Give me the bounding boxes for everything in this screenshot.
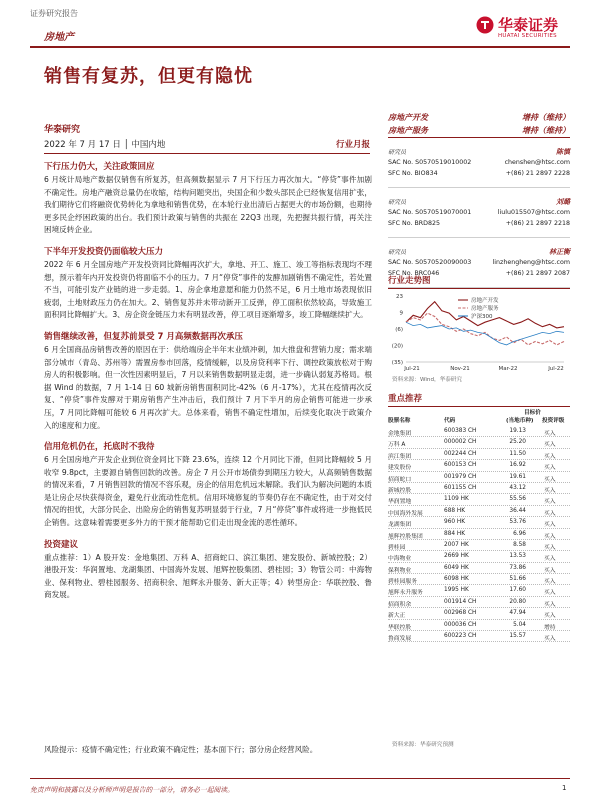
stock-code: 884 HK <box>444 530 466 537</box>
rec-row <box>388 563 570 574</box>
section-text: 2022 年 6 月全国房地产开发投资同比降幅再次扩大，拿地、开工、施工、竣工等指标表现均不理想，预示着年内开发投资仍将面临不小的压力。7 月“停贷”事件的发酵加剧销售不确定性，若处置不当，可能引发产业链的进一步走弱。1、房企拿地意愿和能力仍然不足，6 月土地市场表现依旧疲弱，土地财政压力仍在加大。2、销售复苏并未带动新开工反弹，停工面积依然较高，导致施工面积同比降幅扩大。3、房企资金链压力未有明显改善，停工项目逐渐增多，竣工降幅继续扩大。 <box>44 259 372 320</box>
section-text: 重点推荐：1）A 股开发：金地集团、万科 A、招商蛇口、滨江集团、建发股份、新城控股；2）港股开发：华润置地、龙湖集团、中国海外发展、旭辉控股集团、碧桂园；3）物管公司：中海物业、保利物业、碧桂园服务、招商积余、旭辉永升服务、新大正等；4）转型房企：华联控股、鲁商发展。 <box>44 552 372 600</box>
analyst-email[interactable]: linzhengheng@htsc.com <box>492 259 570 266</box>
analyst-sac: SAC No. S0570520090003 <box>388 259 472 266</box>
investment-rating: 买入 <box>544 487 556 494</box>
analyst-role: 研究员 <box>388 199 407 206</box>
stock-name: 滨江集团 <box>388 453 412 460</box>
investment-rating: 买入 <box>544 499 556 506</box>
rating-row-dev <box>388 112 570 125</box>
rec-source: 资料来源：华泰研究预测 <box>392 742 454 748</box>
stock-code: 601155 CH <box>444 484 477 491</box>
chart-source: 资料来源：Wind，华泰研究 <box>392 377 462 383</box>
recommendation-table <box>388 426 570 642</box>
analyst-role: 研究员 <box>388 149 407 156</box>
rating-value: 增持（维持） <box>522 113 570 122</box>
header-currency: (当地币种) <box>506 418 534 424</box>
rec-row <box>388 506 570 517</box>
analyst-sfc: SFC No. BRC046 <box>388 270 440 277</box>
investment-rating: 买入 <box>544 567 556 574</box>
section-credit <box>44 440 372 530</box>
target-price: 13.53 <box>509 553 526 560</box>
stock-name: 碧桂园 <box>388 544 406 551</box>
footer-rule <box>30 778 570 779</box>
investment-rating: 买入 <box>544 431 556 437</box>
rec-row <box>388 426 570 437</box>
stock-name: 金地集团 <box>388 431 412 437</box>
rec-row <box>388 494 570 505</box>
stock-code: 000002 CH <box>444 439 477 446</box>
stock-code: 600383 CH <box>444 428 477 434</box>
analyst-email[interactable]: liulu015507@htsc.com <box>497 209 570 216</box>
investment-rating: 买入 <box>544 442 556 449</box>
top-band <box>0 0 600 8</box>
section-text: 6 月全国商品房销售改善的原因在于：供给端房企半年末业绩冲刺，加大推盘和营销力度；需求端部分城市（青岛、苏州等）需置房参市回落，疫情缓解，以及房贷利率下行、调控政策放松对于购房人的积极影响。但一次性因素明显后，7 月以来销售数据明显走弱，进一步确认弱复苏格局。根据 Wind 的数据，7 月 1-14 日 60 城新房销售面积同比-42%（6 月-17%），尤其在疫情再次反复、“停贷”事件发酵对于期房销售产生冲击后，我们预计 7 月下半月的房企销售可能进一步承压，7 月同比降幅可能较 6 月再次扩大。总体来看，销售不确定性增加，后续变化取决于政策介入的速度和力度。 <box>44 344 372 430</box>
analyst-card <box>388 144 570 188</box>
report-kind: 行业月报 <box>335 140 370 150</box>
footer-disclaimer: 免责声明和披露以及分析师声明是报告的一部分，请务必一起阅读。 <box>30 786 234 794</box>
section-policy <box>44 160 372 237</box>
section-title: 下半年开发投资仍面临较大压力 <box>44 246 164 257</box>
analyst-sfc: SFC No. BIO834 <box>388 170 438 177</box>
analyst-name: 陈慎 <box>556 148 570 156</box>
analyst-email[interactable]: chenshen@htsc.com <box>504 159 570 166</box>
investment-rating: 买入 <box>544 556 556 563</box>
header-target-price: 目标价 <box>524 410 541 416</box>
section-title: 信用危机仍在，托底时不我待 <box>44 442 155 453</box>
stock-name: 华联控股 <box>388 624 412 631</box>
target-price: 19.13 <box>509 428 526 434</box>
investment-rating: 买入 <box>544 590 556 597</box>
legend-label: 房地产服务 <box>471 306 499 312</box>
stock-code: 2007 HK <box>444 541 469 548</box>
stock-name: 新城控股 <box>388 487 412 494</box>
stock-code: 000036 CH <box>444 621 477 628</box>
section-text: 6 月全国房地产开发企业到位资金同比下降 23.6%，连续 12 个月同比下滑，但同比降幅较 5 月收窄 9.8pct，主要源自销售回款的改善。房企 7 月公开市场债券到期压力较大，从高频销售数据的情况来看，7 月销售回款的情况不容乐观，房企的信用危机远未解除。我们认为解决问题的本质是让房企尽快获得资金，避免行业流动性危机。信用环境修复的节奏仍存在不确定性，由于对交付情况的担忧，大部分民企、出险房企的销售复苏明显弱于行业，7 月“停贷”事件或将进一步拖低民企销售。这意味着需要更多外力的干预才能帮助它们走出现金流的恶性循环。 <box>44 455 372 528</box>
stock-name: 保利物业 <box>388 567 412 574</box>
y-tick-label: (20) <box>391 343 403 350</box>
stock-code: 1109 HK <box>444 496 469 503</box>
page-number: 1 <box>562 784 567 792</box>
target-price: 51.66 <box>509 576 526 583</box>
header-rating: 投资评级 <box>542 418 565 424</box>
investment-rating: 买入 <box>544 453 556 460</box>
target-price: 55.56 <box>509 496 526 503</box>
date-region: 2022 年 7 月 17 日 │ 中国内地 <box>44 140 166 150</box>
rec-row <box>388 585 570 596</box>
rec-row <box>388 437 570 448</box>
investment-rating: 买入 <box>544 533 556 540</box>
investment-rating: 买入 <box>544 510 556 517</box>
stock-name: 新大正 <box>388 613 406 620</box>
stock-code: 600153 CH <box>444 462 477 469</box>
rec-row <box>388 608 570 619</box>
stock-name: 招商积余 <box>388 601 412 608</box>
investment-rating: 买入 <box>544 522 556 529</box>
target-price: 8.58 <box>513 541 526 548</box>
sector-label: 房地产 <box>44 32 74 43</box>
target-price: 53.76 <box>509 519 526 526</box>
rating-label: 房地产开发 <box>388 113 428 122</box>
stock-code: 1995 HK <box>444 587 469 594</box>
rec-row <box>388 551 570 562</box>
investment-rating: 买入 <box>544 613 556 620</box>
analyst-card <box>388 194 570 238</box>
target-price: 43.12 <box>509 484 526 491</box>
target-price: 6.96 <box>513 530 526 537</box>
y-tick-label: 9 <box>399 310 403 317</box>
investment-rating: 买入 <box>544 636 556 643</box>
investment-rating: 买入 <box>544 476 556 483</box>
rec-row <box>388 540 570 551</box>
rating-row-service <box>388 125 570 138</box>
rec-row <box>388 631 570 642</box>
target-price: 11.50 <box>509 450 526 457</box>
target-price: 19.61 <box>509 473 526 480</box>
target-price: 16.92 <box>509 462 526 469</box>
industry-trend-chart <box>388 290 570 374</box>
sidebar <box>388 112 570 288</box>
target-price: 36.44 <box>509 507 526 514</box>
section-title: 销售继续改善，但复苏前景受 7 月高频数据再次承压 <box>44 331 243 342</box>
stock-name: 旭辉永升服务 <box>388 590 423 597</box>
analyst-phone: +(86) 21 2897 2218 <box>505 220 570 227</box>
rating-label: 房地产服务 <box>388 126 428 135</box>
target-price: 20.80 <box>509 598 526 605</box>
rec-row <box>388 620 570 631</box>
analyst-sfc: SFC No. BRD825 <box>388 220 441 227</box>
risk-note: 风险提示：疫情不确定性；行业政策不确定性；基本面下行；部分房企经营风险。 <box>44 745 318 754</box>
logo-name-en: HUATAI SECURITIES <box>498 33 557 39</box>
main-body <box>44 160 372 610</box>
section-investment <box>44 245 372 322</box>
target-price: 17.60 <box>509 587 526 594</box>
legend-label: 房地产开发 <box>471 298 499 304</box>
rec-table-header <box>388 408 570 424</box>
company-logo <box>476 14 576 44</box>
report-type-label: 证券研究报告 <box>30 9 78 18</box>
analyst-phone: +(86) 21 2897 2228 <box>505 170 570 177</box>
stock-code: 001979 CH <box>444 473 477 480</box>
x-tick-label: Jul-21 <box>404 366 420 372</box>
investment-rating: 买入 <box>544 579 556 586</box>
stock-code: 6098 HK <box>444 576 469 583</box>
rating-value: 增持（维持） <box>522 126 570 135</box>
report-meta-line <box>44 138 370 154</box>
stock-name: 龙湖集团 <box>388 522 412 529</box>
stock-name: 建发股份 <box>388 465 412 472</box>
stock-name: 中国海外发展 <box>388 510 423 517</box>
stock-code: 2669 HK <box>444 553 469 560</box>
header-code: 代码 <box>444 418 456 424</box>
legend-label: 沪深300 <box>471 314 493 320</box>
analyst-sac: SAC No. S0570519010002 <box>388 159 472 166</box>
target-price: 47.94 <box>509 610 526 617</box>
stock-name: 鲁商发展 <box>388 636 412 643</box>
x-tick-label: Jul-22 <box>548 366 564 372</box>
stock-name: 中海物业 <box>388 556 412 563</box>
analyst-name: 林正衡 <box>549 248 570 256</box>
rec-row <box>388 597 570 608</box>
stock-code: 688 HK <box>444 507 466 514</box>
x-tick-label: Nov-21 <box>450 366 470 372</box>
stock-name: 万科 A <box>388 442 406 449</box>
section-sales <box>44 330 372 432</box>
target-price: 15.57 <box>509 633 526 640</box>
header-rule <box>30 46 570 48</box>
analyst-sac: SAC No. S0570519070001 <box>388 209 472 216</box>
stock-code: 6049 HK <box>444 564 469 571</box>
stock-code: 002244 CH <box>444 450 477 457</box>
header-stock-name: 股票名称 <box>388 418 411 424</box>
rec-row <box>388 460 570 471</box>
stock-code: 600223 CH <box>444 633 477 640</box>
logo-mark-icon <box>476 16 494 34</box>
stock-code: 960 HK <box>444 519 466 526</box>
rec-row <box>388 472 570 483</box>
report-headline: 销售有复苏，但更有隐忧 <box>44 66 253 87</box>
investment-rating: 买入 <box>544 465 556 472</box>
rec-row <box>388 529 570 540</box>
analyst-phone: +(86) 21 2897 2087 <box>505 270 570 277</box>
rec-section-title: 重点推荐 <box>388 392 570 407</box>
chart-section-title: 行业走势图 <box>388 274 570 289</box>
rec-row <box>388 483 570 494</box>
analyst-role: 研究员 <box>388 249 407 256</box>
y-tick-label: (35) <box>391 360 403 366</box>
y-tick-label: (6) <box>395 327 403 333</box>
stock-name: 华润置地 <box>388 499 412 506</box>
logo-name-cn: 华泰证券 <box>498 16 559 34</box>
stock-code: 001914 CH <box>444 598 477 605</box>
rec-row <box>388 517 570 528</box>
analyst-name: 刘璐 <box>556 198 570 206</box>
research-source: 华泰研究 <box>44 125 81 135</box>
target-price: 25.20 <box>509 439 526 446</box>
rec-row <box>388 574 570 585</box>
section-advice <box>44 538 372 602</box>
investment-rating: 增持 <box>544 624 556 631</box>
rec-row <box>388 449 570 460</box>
x-tick-label: Mar-22 <box>498 366 518 372</box>
investment-rating: 买入 <box>544 601 556 608</box>
section-text: 6 月统计局地产数据仅销售有所复苏，但高频数据显示 7 月下行压力再次加大。“停贷”事件加剧不确定性。房地产融资总量仍在收缩，结构问题突出，央国企和少数头部民企已经恢复信用扩张，我们期待它们将融资优势转化为拿地和销售优势，在本轮行业出清后占据更大的市场份额，也期待更多民企纾困政策的出台。我们预计政策与销售的共振在 22Q3 出现，先把握共振行情，再关注困境反转企业。 <box>44 175 372 235</box>
y-tick-label: 23 <box>396 294 403 300</box>
stock-code: 002968 CH <box>444 610 477 617</box>
stock-name: 招商蛇口 <box>388 476 412 483</box>
section-title: 投资建议 <box>44 539 79 550</box>
section-title: 下行压力仍大，关注政策回应 <box>44 162 155 172</box>
target-price: 73.86 <box>509 564 526 571</box>
stock-name: 旭辉控股集团 <box>388 533 423 540</box>
investment-rating: 买入 <box>544 544 556 551</box>
stock-name: 碧桂园服务 <box>388 579 417 586</box>
target-price: 5.04 <box>513 621 526 628</box>
